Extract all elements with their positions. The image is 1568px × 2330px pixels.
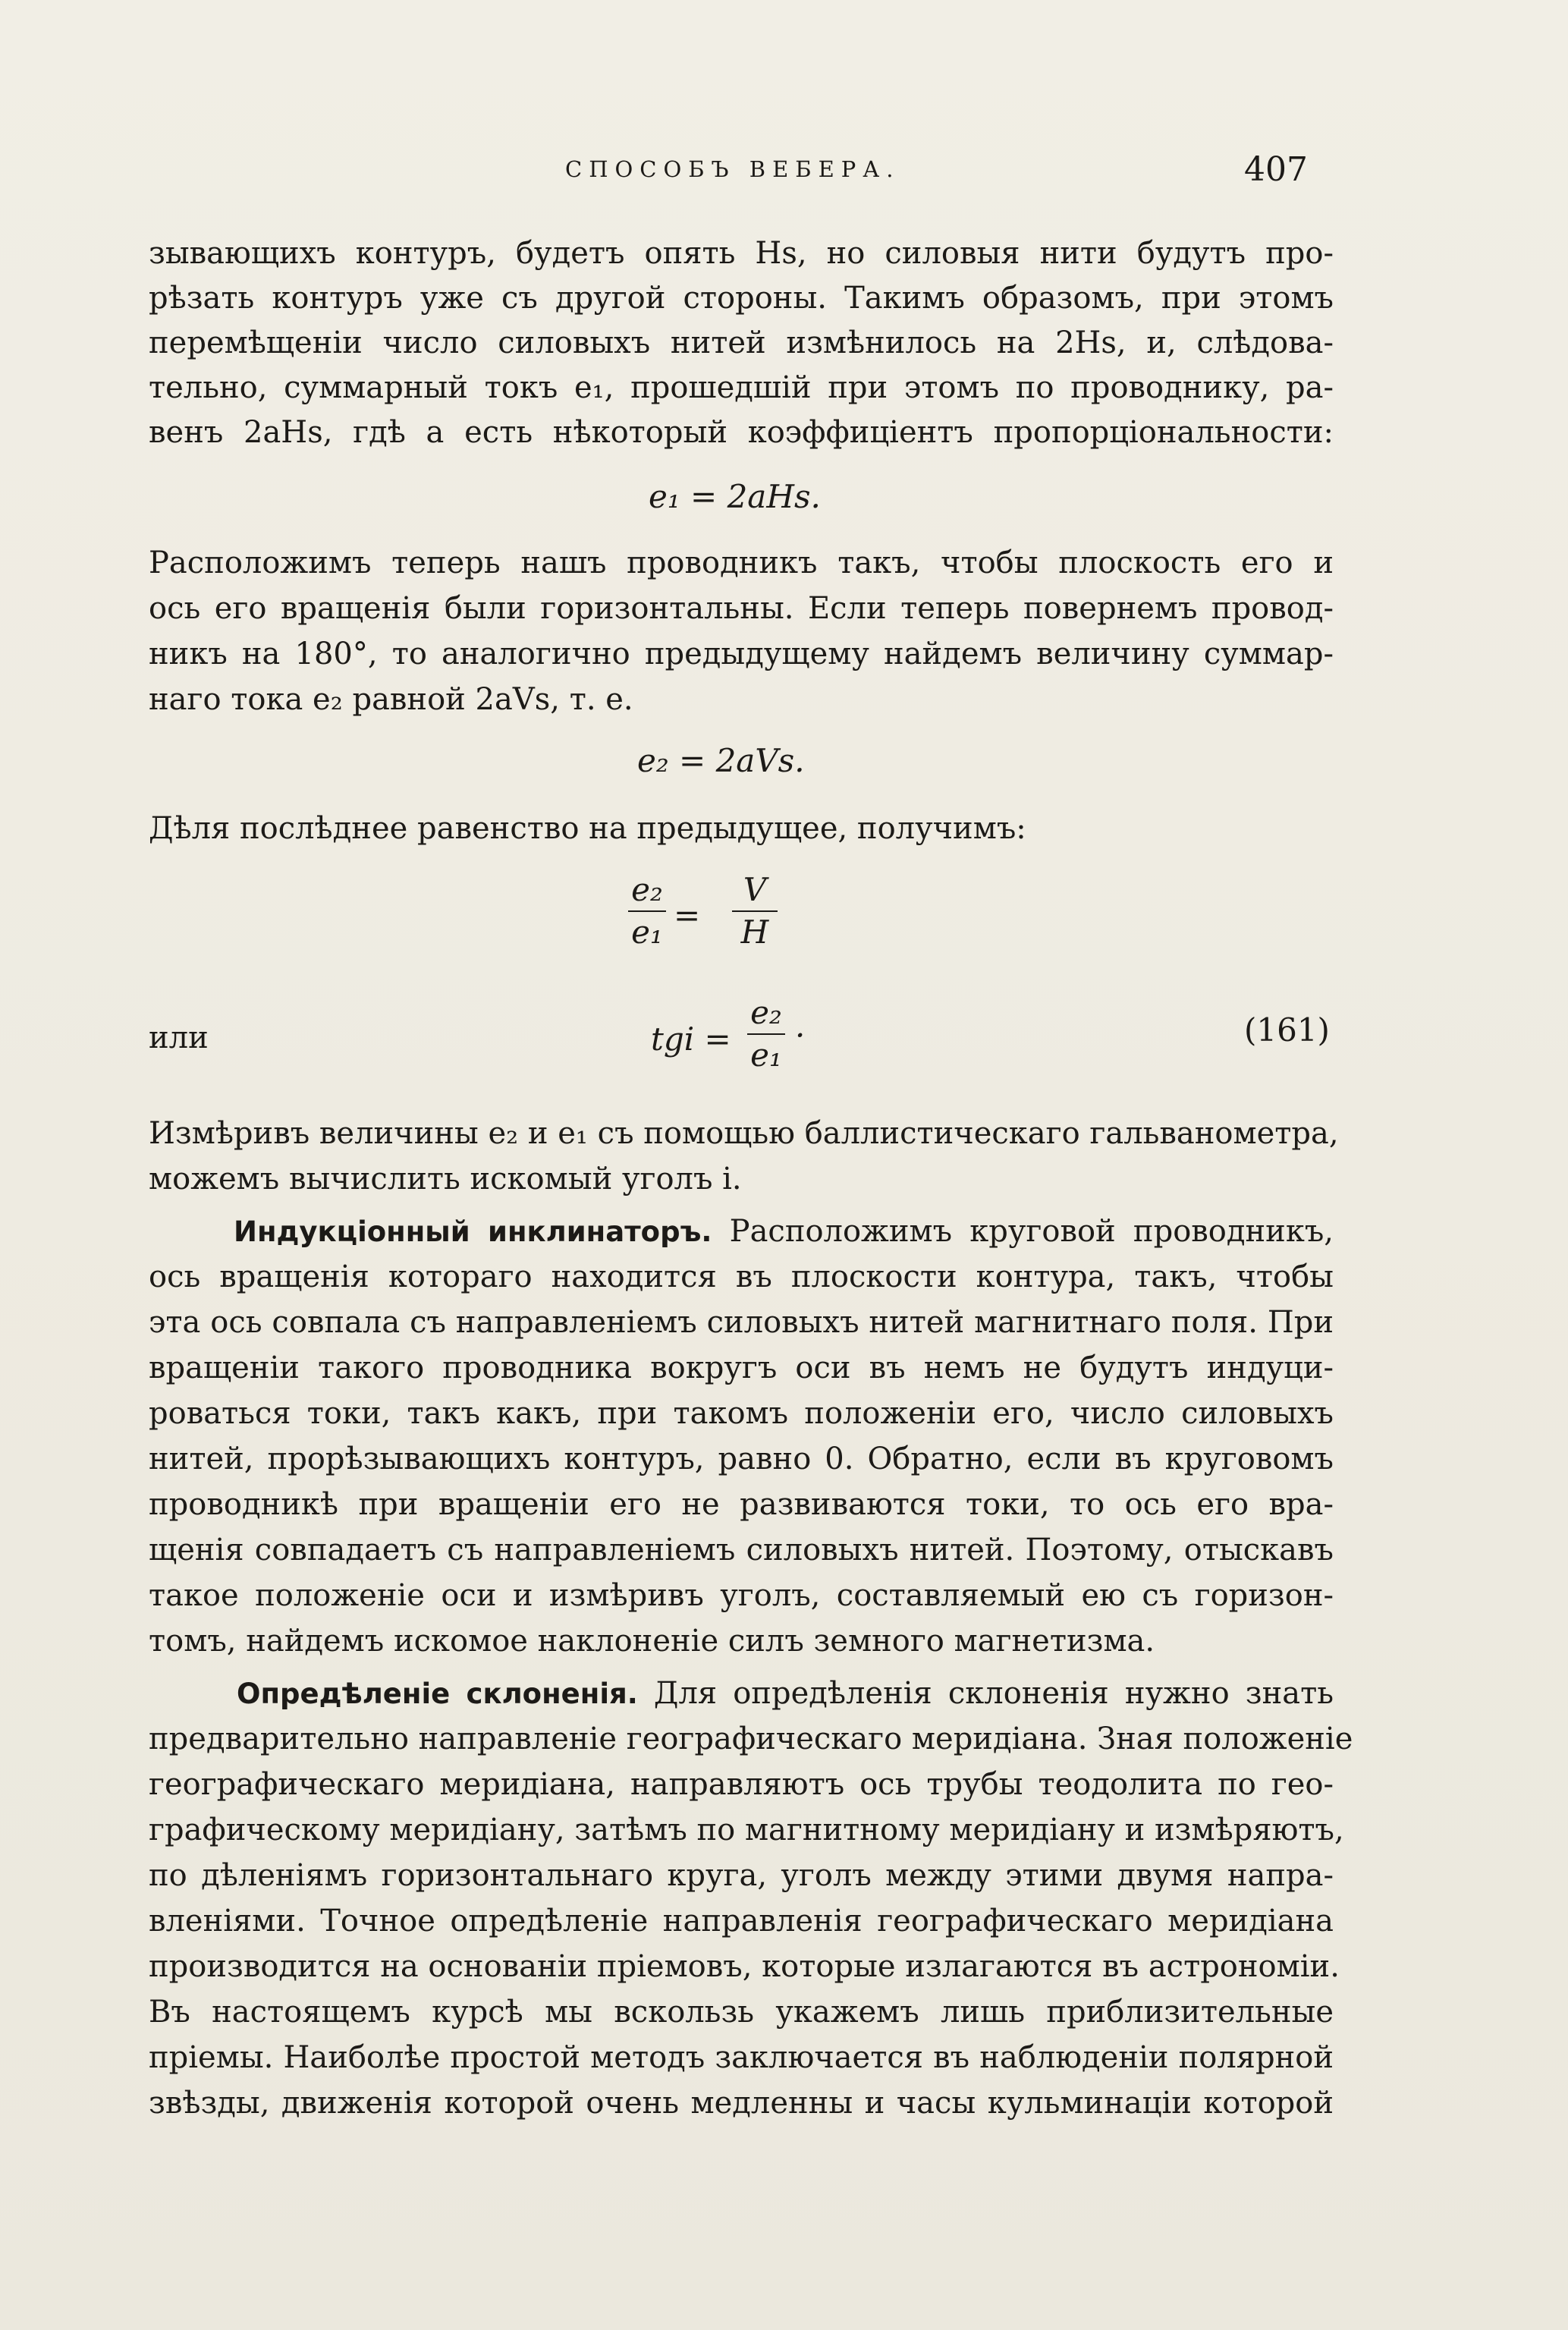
text-line: щенія совпадаетъ съ направленіемъ силовыхъ нитей. Поэтому, отыскавъ bbox=[149, 1533, 1334, 1567]
equation-e2: e₂ = 2aVs. bbox=[637, 742, 805, 779]
word-or: или bbox=[149, 1020, 209, 1055]
text-line: предварительно направленіе географическаго меридіана. Зная положеніе bbox=[149, 1722, 1353, 1756]
section-heading: Опредѣленіе склоненія. bbox=[237, 1678, 638, 1710]
text-line: звѣзды, движенія которой очень медленны и часы кульминаціи которой bbox=[149, 2086, 1334, 2121]
fraction-bar bbox=[747, 1033, 785, 1035]
text-line: ось вращенія котораго находится въ плоскости контура, такъ, чтобы bbox=[149, 1259, 1334, 1294]
page-number: 407 bbox=[1244, 150, 1308, 189]
fraction-tangent bbox=[747, 994, 785, 1074]
text-line: Расположимъ теперь нашъ проводникъ такъ, чтобы плоскость его и bbox=[149, 546, 1334, 580]
text-line: вращеніи такого проводника вокругъ оси въ немъ не будутъ индуци- bbox=[149, 1351, 1334, 1385]
text-run: Расположимъ круговой проводникъ, bbox=[712, 1214, 1334, 1249]
text-line: такое положеніе оси и измѣривъ уголъ, составляемый ею съ горизон- bbox=[149, 1578, 1334, 1613]
text-line: эта ось совпала съ направленіемъ силовыхъ нитей магнитнаго поля. При bbox=[149, 1305, 1334, 1340]
denominator: H bbox=[740, 913, 769, 951]
fraction-e2-e1 bbox=[628, 871, 666, 951]
fraction-bar bbox=[732, 910, 778, 912]
section-first-line bbox=[237, 1672, 1334, 1715]
text-run: Для опредѣленія склоненія нужно знать bbox=[637, 1676, 1334, 1711]
equation-number: (161) bbox=[1244, 1011, 1330, 1049]
equation-e1: e₁ = 2aHs. bbox=[649, 478, 821, 515]
numerator: V bbox=[743, 871, 767, 908]
text-line: проводникѣ при вращеніи его не развиваются токи, то ось его вра- bbox=[149, 1487, 1334, 1522]
text-line: тельно, суммарный токъ e₁, прошедшій при этомъ по проводнику, ра- bbox=[149, 370, 1334, 405]
denominator: e₁ bbox=[750, 1036, 782, 1074]
numerator: e₂ bbox=[750, 994, 782, 1031]
section-first-line bbox=[234, 1210, 1334, 1253]
text-line: по дѣленіямъ горизонтальнаго круга, уголъ между этими двумя напра- bbox=[149, 1858, 1334, 1893]
text-line: Измѣривъ величины e₂ и e₁ съ помощью баллистическаго гальванометра, bbox=[149, 1116, 1339, 1151]
section-heading: Индукціонный инклинаторъ. bbox=[234, 1215, 712, 1248]
text-line: рѣзать контуръ уже съ другой стороны. Такимъ образомъ, при этомъ bbox=[149, 281, 1334, 316]
text-line: никъ на 180°, то аналогично предыдущему найдемъ величину суммар- bbox=[149, 637, 1334, 671]
dot: · bbox=[795, 1017, 806, 1054]
text-line: нитей, прорѣзывающихъ контуръ, равно 0. Обратно, если въ круговомъ bbox=[149, 1442, 1334, 1476]
text-line: роваться токи, такъ какъ, при такомъ положеніи его, число силовыхъ bbox=[149, 1396, 1334, 1431]
fraction-bar bbox=[628, 910, 666, 912]
text-line: венъ 2aHs, гдѣ a есть нѣкоторый коэффиціентъ пропорціональности: bbox=[149, 415, 1334, 450]
text-line: Въ настоящемъ курсѣ мы вскользь укажемъ лишь приблизительные bbox=[149, 1995, 1334, 2030]
text-line: географическаго меридіана, направляютъ ось трубы теодолита по гео- bbox=[149, 1767, 1334, 1802]
text-line: перемѣщеніи число силовыхъ нитей измѣнилось на 2Hs, и, слѣдова- bbox=[149, 325, 1334, 360]
denominator: e₁ bbox=[631, 913, 663, 951]
text-line: Дѣля послѣднее равенство на предыдущее, получимъ: bbox=[149, 811, 1026, 846]
running-head: СПОСОБЪ ВЕБЕРА. bbox=[565, 156, 900, 182]
numerator: e₂ bbox=[631, 871, 663, 908]
text-line: зывающихъ контуръ, будетъ опять Hs, но силовыя нити будутъ про- bbox=[149, 236, 1334, 271]
tangent-expression: tgi = bbox=[651, 1020, 731, 1058]
text-line: наго тока e₂ равной 2aVs, т. е. bbox=[149, 682, 633, 717]
text-line: вленіями. Точное опредѣленіе направленія географическаго меридіана bbox=[149, 1904, 1334, 1939]
text-line: ось его вращенія были горизонтальны. Если теперь повернемъ провод- bbox=[149, 591, 1334, 626]
text-line: томъ, найдемъ искомое наклоненіе силъ земного магнетизма. bbox=[149, 1624, 1155, 1659]
text-line: производится на основаніи пріемовъ, которые излагаются въ астрономіи. bbox=[149, 1949, 1340, 1984]
text-line: графическому меридіану, затѣмъ по магнитному меридіану и измѣряютъ, bbox=[149, 1813, 1344, 1847]
equals-sign: = bbox=[674, 897, 701, 934]
fraction-v-h bbox=[732, 871, 778, 951]
text-line: пріемы. Наиболѣе простой методъ заключается въ наблюденіи полярной bbox=[149, 2040, 1334, 2075]
text-line: можемъ вычислить искомый уголъ i. bbox=[149, 1162, 742, 1196]
